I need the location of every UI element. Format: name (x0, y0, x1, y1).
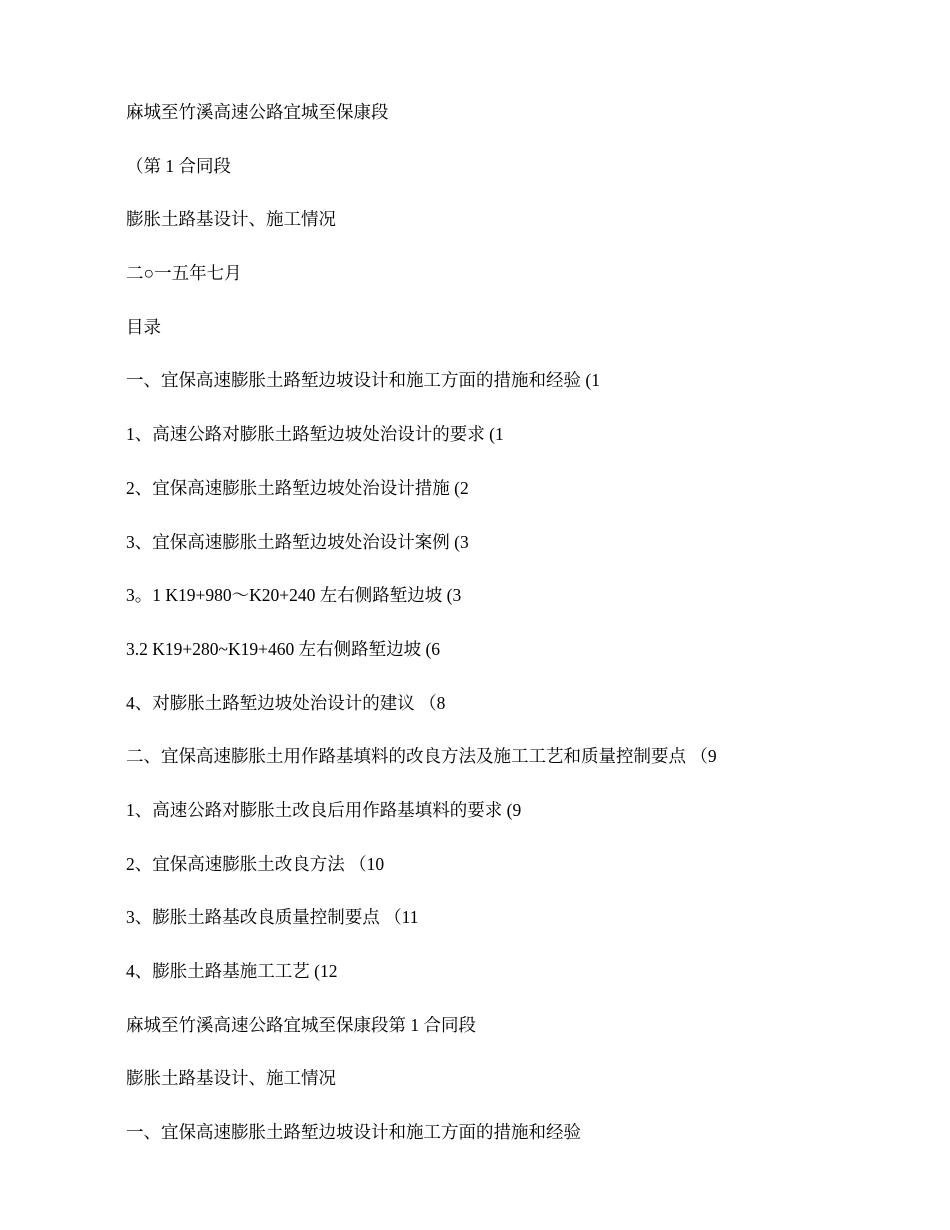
toc-entry: 1、高速公路对膨胀土路堑边坡处治设计的要求 (1 (126, 424, 504, 445)
document-title: 麻城至竹溪高速公路宜城至保康段 (126, 102, 389, 122)
toc-entry: 3.2 K19+280~K19+460 左右侧路堑边坡 (6 (126, 638, 441, 659)
toc-entry: 3。1 K19+980～K20+240 左右侧路堑边坡 (3 (126, 585, 462, 606)
toc-entry: 2、宜保高速膨胀土改良方法 （10 (126, 853, 385, 874)
document-subtitle: 膨胀土路基设计、施工情况 (126, 209, 336, 230)
toc-entry: 3、宜保高速膨胀土路堑边坡处治设计案例 (3 (126, 531, 469, 552)
toc-entry: 4、对膨胀土路堑边坡处治设计的建议 （8 (126, 692, 446, 713)
toc-entry: 二、宜保高速膨胀土用作路基填料的改良方法及施工工艺和质量控制要点 （9 (126, 746, 717, 767)
contract-section: （第 1 合同段 (126, 155, 231, 176)
section-heading: 一、宜保高速膨胀土路堑边坡设计和施工方面的措施和经验 (126, 1122, 581, 1143)
body-subtitle: 膨胀土路基设计、施工情况 (126, 1068, 336, 1089)
document-body (126, 100, 906, 1174)
toc-entry: 4、膨胀土路基施工工艺 (12 (126, 961, 338, 981)
toc-entry: 1、高速公路对膨胀土改良后用作路基填料的要求 (9 (126, 799, 522, 820)
body-title: 麻城至竹溪高速公路宜城至保康段第 1 合同段 (126, 1014, 476, 1035)
toc-heading: 目录 (126, 316, 161, 337)
toc-entry: 2、宜保高速膨胀土路堑边坡处治设计措施 (2 (126, 477, 469, 498)
toc-entry: 3、膨胀土路基改良质量控制要点 （11 (126, 907, 419, 928)
toc-entry: 一、宜保高速膨胀土路堑边坡设计和施工方面的措施和经验 (1 (126, 370, 600, 391)
document-date: 二○一五年七月 (126, 263, 242, 284)
